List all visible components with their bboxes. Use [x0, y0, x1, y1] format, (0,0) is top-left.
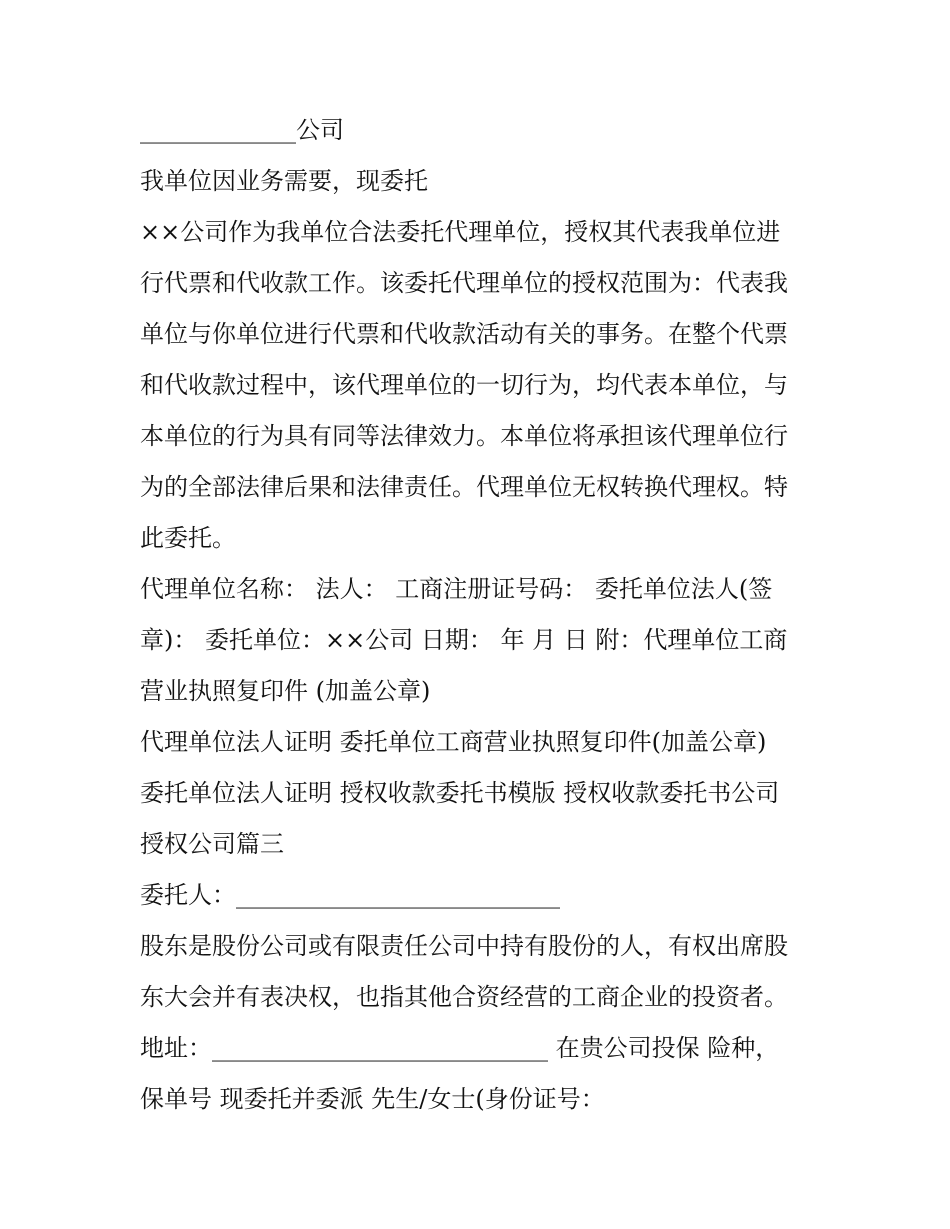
section-heading: 授权公司篇三	[140, 830, 284, 858]
document-body	[140, 105, 820, 1125]
text-line: 本单位的行为具有同等法律效力。本单位将承担该代理单位行	[140, 422, 788, 450]
company-blank-line: _____________公司	[140, 116, 344, 144]
text-line: 代理单位名称： 法人： 工商注册证号码： 委托单位法人(签	[140, 575, 773, 603]
principal-blank-line: 委托人：___________________________	[140, 881, 560, 909]
text-line: 行代票和代收款工作。该委托代理单位的授权范围为：代表我	[140, 269, 788, 297]
text-line: 东大会并有表决权，也指其他合资经营的工商企业的投资者。	[140, 983, 788, 1011]
text-line: 保单号 现委托并委派 先生/女士(身份证号：	[140, 1085, 605, 1113]
address-blank-line: 地址：____________________________ 在贵公司投保 险种，	[140, 1034, 780, 1062]
text-line: ××公司作为我单位合法委托代理单位，授权其代表我单位进	[140, 218, 781, 246]
text-line: 股东是股份公司或有限责任公司中持有股份的人，有权出席股	[140, 932, 788, 960]
text-line: 为的全部法律后果和法律责任。代理单位无权转换代理权。特	[140, 473, 788, 501]
text-line: 营业执照复印件 (加盖公章)	[140, 677, 431, 705]
text-line: 单位与你单位进行代票和代收款活动有关的事务。在整个代票	[140, 320, 788, 348]
text-line: 委托单位法人证明 授权收款委托书模版 授权收款委托书公司	[140, 779, 780, 807]
text-line: 我单位因业务需要，现委托	[140, 167, 428, 195]
text-line: 章)： 委托单位：××公司 日期： 年 月 日 附：代理单位工商	[140, 626, 788, 654]
text-line: 和代收款过程中，该代理单位的一切行为，均代表本单位，与	[140, 371, 788, 399]
text-line: 代理单位法人证明 委托单位工商营业执照复印件(加盖公章)	[140, 728, 767, 756]
text-line: 此委托。	[140, 524, 236, 552]
